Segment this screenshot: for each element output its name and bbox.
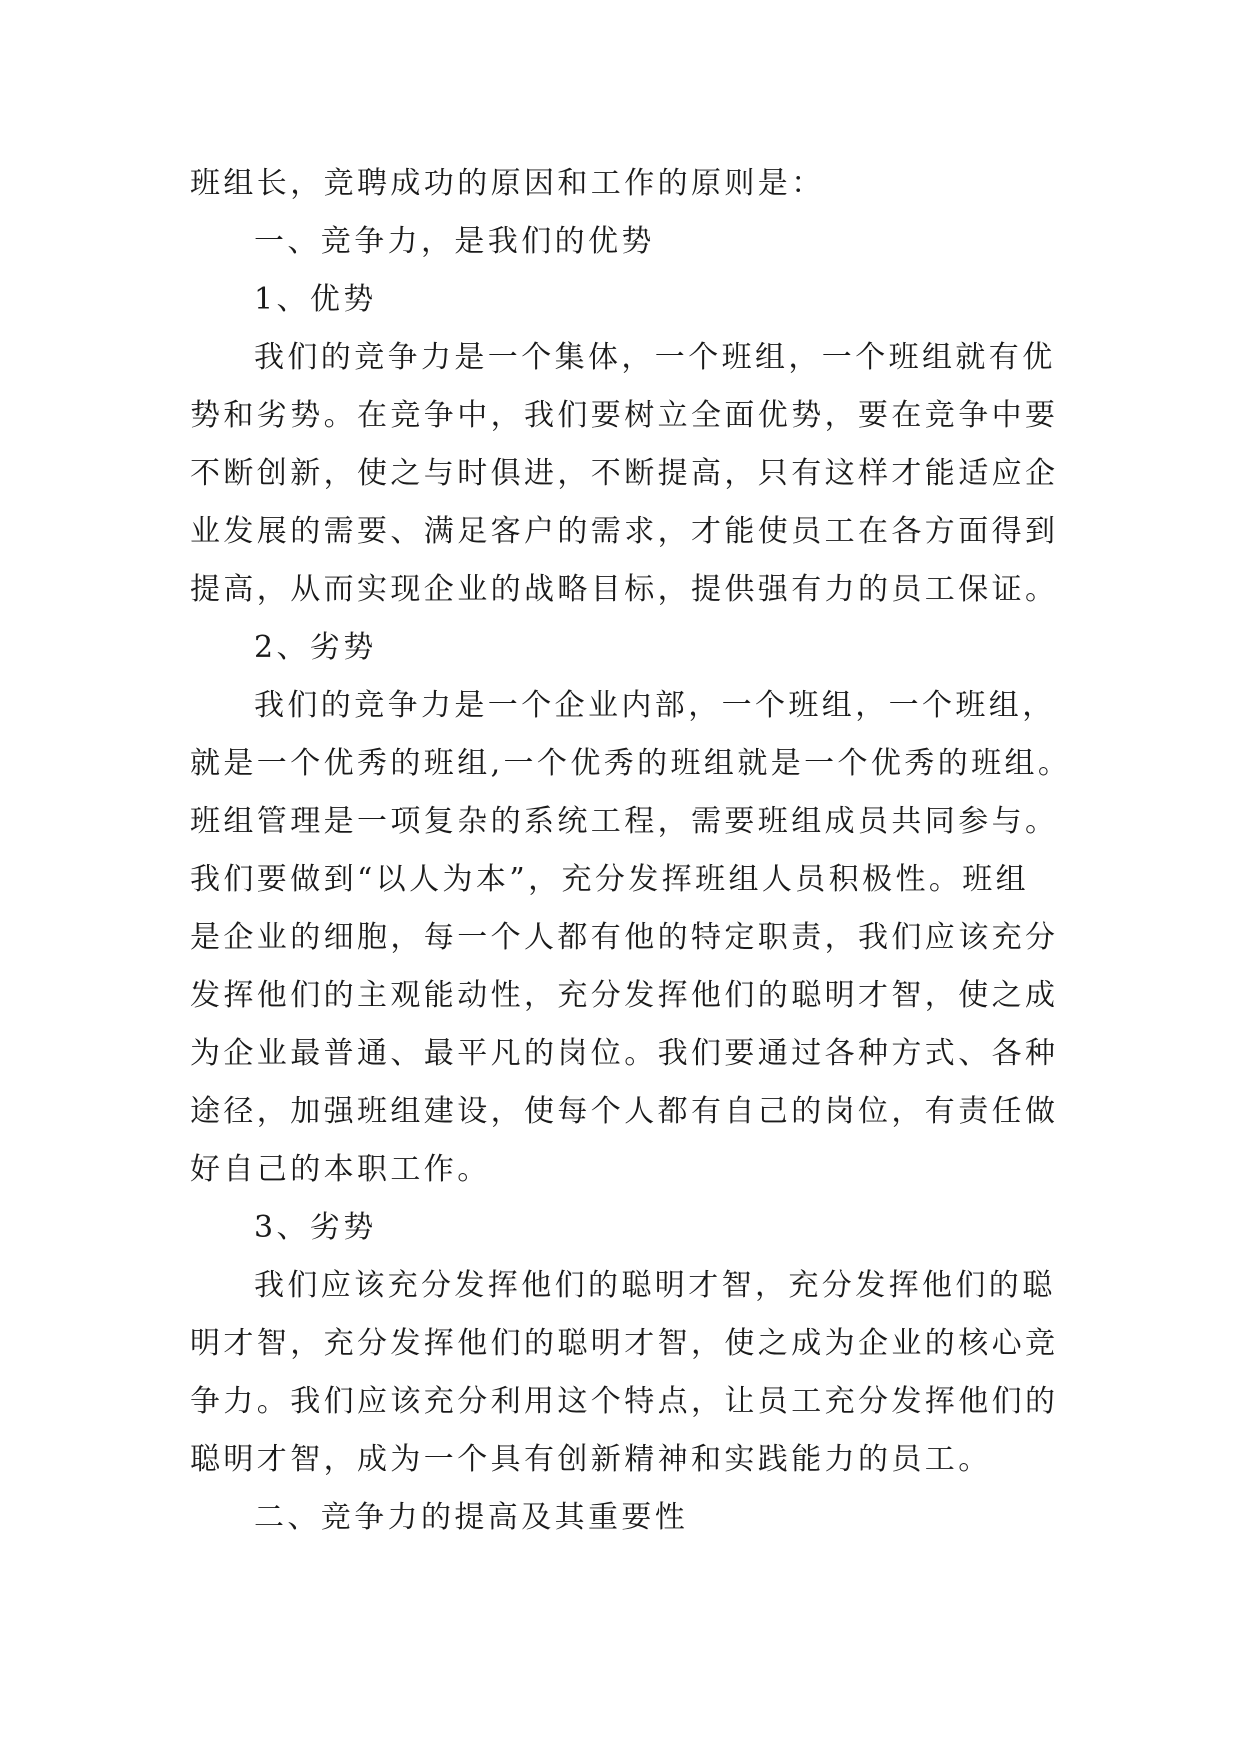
- text-line: 我们的竞争力是一个企业内部，一个班组，一个班组，: [254, 688, 1056, 723]
- subsection-heading: 1、优势: [254, 282, 377, 317]
- document-body: [190, 155, 1070, 1547]
- text-line: 就是一个优秀的班组,一个优秀的班组就是一个优秀的班组。: [190, 746, 1072, 781]
- text-line: 班组长，竞聘成功的原因和工作的原则是：: [190, 166, 825, 201]
- section-heading: 二、竞争力的提高及其重要性: [254, 1500, 689, 1535]
- text-line: 为企业最普通、最平凡的岗位。我们要通过各种方式、各种: [190, 1036, 1059, 1071]
- text-line: 业发展的需要、满足客户的需求，才能使员工在各方面得到: [190, 514, 1059, 549]
- text-line: 势和劣势。在竞争中，我们要树立全面优势，要在竞争中要: [190, 398, 1059, 433]
- text-line: 发挥他们的主观能动性，充分发挥他们的聪明才智，使之成: [190, 978, 1059, 1013]
- section-heading: 一、竞争力，是我们的优势: [254, 224, 655, 259]
- text-line: 我们要做到“以人为本”，充分发挥班组人员积极性。班组: [190, 862, 1030, 897]
- text-line: 我们应该充分发挥他们的聪明才智，充分发挥他们的聪: [254, 1268, 1056, 1303]
- text-line: 明才智，充分发挥他们的聪明才智，使之成为企业的核心竞: [190, 1326, 1059, 1361]
- text-line: 争力。我们应该充分利用这个特点，让员工充分发挥他们的: [190, 1384, 1059, 1419]
- subsection-heading: 2、劣势: [254, 630, 377, 665]
- text-line: 不断创新，使之与时俱进，不断提高，只有这样才能适应企: [190, 456, 1059, 491]
- text-line: 我们的竞争力是一个集体，一个班组，一个班组就有优: [254, 340, 1056, 375]
- text-line: 途径，加强班组建设，使每个人都有自己的岗位，有责任做: [190, 1094, 1059, 1129]
- subsection-heading: 3、劣势: [254, 1210, 377, 1245]
- text-line: 好自己的本职工作。: [190, 1152, 491, 1187]
- text-line: 聪明才智，成为一个具有创新精神和实践能力的员工。: [190, 1442, 992, 1477]
- text-line: 是企业的细胞，每一个人都有他的特定职责，我们应该充分: [190, 920, 1059, 955]
- text-line: 提高，从而实现企业的战略目标，提供强有力的员工保证。: [190, 572, 1059, 607]
- text-line: 班组管理是一项复杂的系统工程，需要班组成员共同参与。: [190, 804, 1059, 839]
